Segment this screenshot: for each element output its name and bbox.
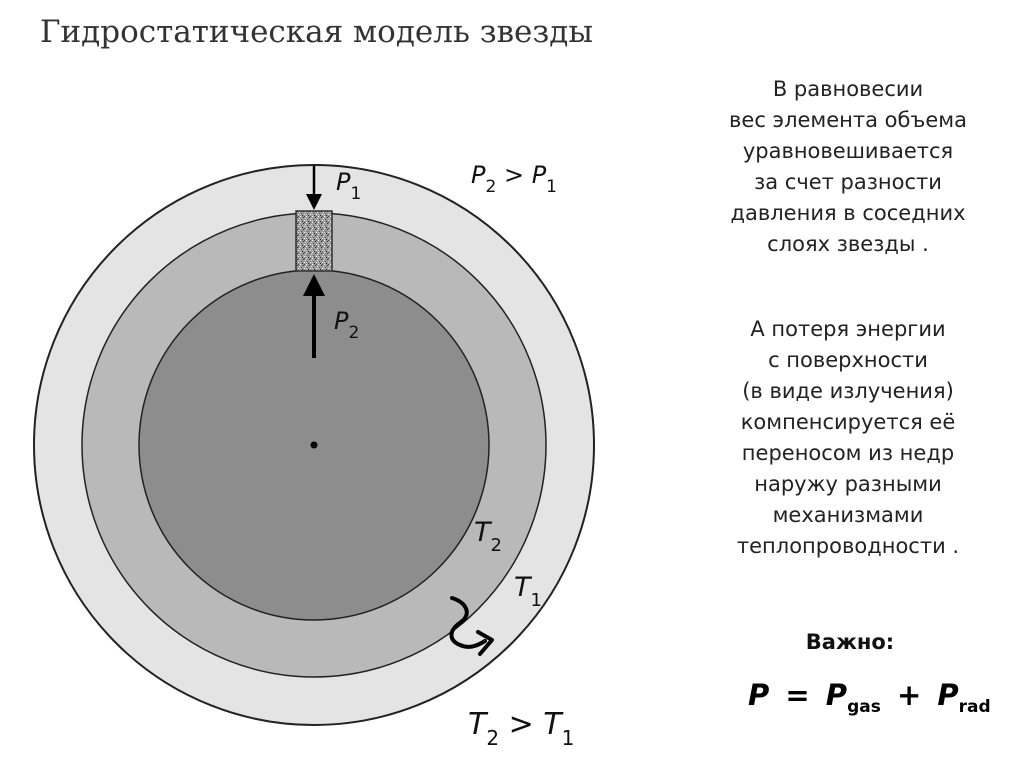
formula-plus: + bbox=[896, 678, 922, 712]
text-line: компенсируется её bbox=[740, 410, 956, 434]
center-dot bbox=[311, 442, 318, 449]
text-line: уравновешивается bbox=[742, 139, 954, 163]
formula-term-rad: P bbox=[937, 678, 959, 712]
t2-label: $T_2$ bbox=[474, 517, 502, 556]
equilibrium-text bbox=[672, 74, 1024, 260]
text-line: переносом из недр bbox=[741, 441, 955, 465]
p1-label: $P_1$ bbox=[336, 168, 362, 204]
energy-loss-text bbox=[672, 314, 1024, 562]
pressure-formula bbox=[748, 678, 991, 717]
text-line: слоях звезды . bbox=[767, 232, 929, 256]
formula-equals: = bbox=[785, 678, 810, 712]
text-line: давления в соседних bbox=[730, 201, 966, 225]
text-line: вес элемента объема bbox=[729, 108, 967, 132]
text-line: А потеря энергии bbox=[750, 317, 946, 341]
text-line: механизмами bbox=[772, 503, 924, 527]
important-label: Важно: bbox=[805, 630, 895, 654]
text-line: В равновесии bbox=[772, 77, 924, 101]
formula-sub-rad: rad bbox=[958, 697, 991, 717]
t1-label: $T_1$ bbox=[514, 572, 542, 611]
text-line: с поверхности bbox=[768, 348, 928, 372]
text-line: (в виде излучения) bbox=[742, 379, 954, 403]
formula-lhs: P bbox=[748, 678, 770, 712]
page-title: Гидростатическая модель звезды bbox=[40, 14, 594, 50]
text-line: за счет разности bbox=[754, 170, 942, 194]
text-line: наружу разными bbox=[754, 472, 942, 496]
pressure-relation-label: $P_2 > P_1$ bbox=[471, 161, 557, 197]
volume-element bbox=[296, 211, 332, 271]
p2-label: $P_2$ bbox=[334, 307, 360, 343]
temperature-relation-label: $T_2 > T_1$ bbox=[468, 707, 575, 750]
formula-term-gas: P bbox=[825, 678, 848, 712]
text-line: теплопроводности . bbox=[736, 534, 960, 558]
formula-sub-gas: gas bbox=[847, 697, 881, 717]
